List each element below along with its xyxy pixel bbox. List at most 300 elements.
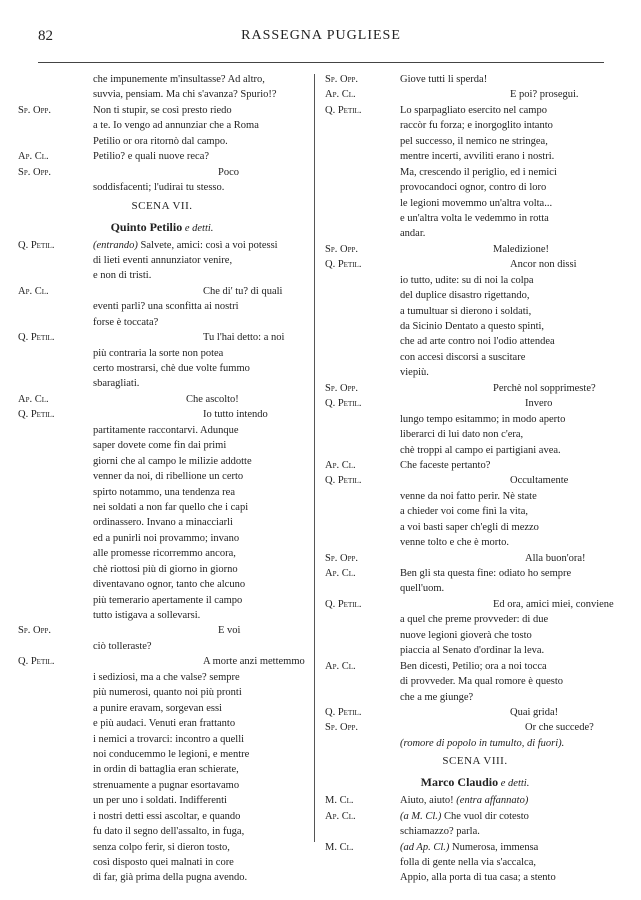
line-text: più temerario apertamente il campo xyxy=(93,594,243,606)
cast-name: Marco Claudio xyxy=(420,775,499,790)
verse-line xyxy=(18,639,306,654)
verse-text xyxy=(400,489,537,504)
line-text: piaccia al Senato d'ordinar la leva. xyxy=(400,645,545,657)
verse-line xyxy=(325,288,625,303)
line-text: pel successo, il nemico ne stringea, xyxy=(400,135,548,147)
verse-text xyxy=(93,546,236,561)
verse-text xyxy=(400,458,490,473)
line-text: Quai grida! xyxy=(510,706,559,718)
line-text: a te. Io vengo ad annunziar che a Roma xyxy=(93,120,259,132)
speaker-label: Q. Petil. xyxy=(18,332,55,344)
line-text: più contraria la sorte non potea xyxy=(93,347,224,359)
verse-text xyxy=(93,855,234,870)
speaker-label: Ap. Cl. xyxy=(18,393,49,405)
verse-text xyxy=(510,705,558,720)
verse-text xyxy=(93,149,209,164)
page-header xyxy=(38,28,604,48)
verse-text xyxy=(400,304,531,319)
line-text: quell'uom. xyxy=(400,583,445,595)
speaker-label: Q. Petil. xyxy=(325,475,362,487)
speaker-label: Q. Petil. xyxy=(325,398,362,410)
verse-text xyxy=(93,454,252,469)
line-text: e più audaci. Venuti eran frattanto xyxy=(93,718,236,730)
line-text: liberarci di lui dato non c'era, xyxy=(400,429,524,441)
verse-line xyxy=(18,469,306,484)
line-text: che impunemente m'insultasse? Ad altro, xyxy=(93,74,265,85)
speaker-label: Sp. Opp. xyxy=(325,74,358,85)
verse-line xyxy=(325,504,625,519)
line-text: nei soldati a non far quello che i capi xyxy=(93,501,249,513)
verse-text xyxy=(400,443,561,458)
verse-text xyxy=(400,350,525,365)
verse-text xyxy=(93,824,244,839)
verse-line xyxy=(18,423,306,438)
line-text: E voi xyxy=(218,625,241,637)
verse-text xyxy=(93,515,233,530)
verse-line xyxy=(325,149,625,164)
line-text: certo mostrarsi, chè due volte fummo xyxy=(93,363,250,374)
verse-text xyxy=(93,762,239,777)
verse-line xyxy=(18,361,306,376)
verse-line xyxy=(325,334,625,349)
verse-line xyxy=(18,253,306,268)
speaker-label: Q. Petil. xyxy=(18,239,55,251)
line-text: senza colpo ferir, si dieron tosto, xyxy=(93,841,230,853)
cast-list xyxy=(325,771,625,793)
speaker-label: Sp. Opp. xyxy=(325,552,358,564)
cast-list xyxy=(18,216,306,238)
verse-line xyxy=(325,809,625,824)
line-text: così disposto quei malnati in core xyxy=(93,857,234,868)
line-text: Che ascolto! xyxy=(186,393,239,405)
verse-line xyxy=(18,500,306,515)
verse-text xyxy=(510,87,579,102)
verse-text xyxy=(400,72,487,87)
verse-line xyxy=(325,855,625,870)
line-text: Invero xyxy=(525,398,553,410)
verse-text xyxy=(400,566,571,581)
line-text: viepiù. xyxy=(400,367,429,379)
line-text: Tu l'hai detto: a noi xyxy=(203,332,285,344)
line-text: di lieti eventi annunziator venire, xyxy=(93,254,233,266)
speaker-label: M. Cl. xyxy=(325,841,354,853)
line-text: che a me giunge? xyxy=(400,691,474,703)
scene-heading: SCENA VIII. xyxy=(442,755,508,768)
line-text: a tumultuar si dierono i soldati, xyxy=(400,305,532,317)
line-text: di provveder. Ma qual romore è questo xyxy=(400,676,563,688)
scene-heading: SCENA VII. xyxy=(131,199,193,212)
verse-text xyxy=(525,551,586,566)
line-text: spirto notammo, una tendenza rea xyxy=(93,486,235,498)
verse-text xyxy=(93,531,239,546)
verse-text xyxy=(400,211,549,226)
verse-line xyxy=(18,577,306,592)
line-text: forse è toccata? xyxy=(93,316,159,328)
verse-line xyxy=(18,149,306,164)
line-text: noi conducemmo le legioni, e mentre xyxy=(93,748,250,760)
line-text: Ma, crescendo il periglio, ed i nemici xyxy=(400,166,557,178)
line-text: suvvia, pensiam. Ma chi s'avanza? Spurio!? xyxy=(93,89,277,101)
verse-text xyxy=(400,824,480,839)
verse-line xyxy=(18,870,306,885)
verse-line xyxy=(18,180,306,195)
speaker-label: Ap. Cl. xyxy=(325,89,356,101)
speaker-label: Ap. Cl. xyxy=(325,810,356,822)
speaker-label: Sp. Opp. xyxy=(325,722,358,734)
verse-line xyxy=(18,840,306,855)
verse-line xyxy=(18,407,306,422)
verse-line xyxy=(18,701,306,716)
verse-text xyxy=(93,778,239,793)
speaker-label: Sp. Opp. xyxy=(18,166,51,178)
verse-text xyxy=(493,242,549,257)
line-text: Or che succede? xyxy=(525,722,594,734)
verse-line xyxy=(18,793,306,808)
verse-text xyxy=(400,809,529,824)
line-text: A morte anzi mettemmo xyxy=(203,656,305,668)
stage-direction: (entrando) xyxy=(93,239,138,251)
verse-line xyxy=(325,365,625,380)
verse-line xyxy=(18,134,306,149)
speaker-label: Q. Petil. xyxy=(18,409,55,421)
verse-text xyxy=(93,593,242,608)
verse-line xyxy=(18,268,306,283)
speaker-label: Q. Petil. xyxy=(18,656,55,668)
verse-line xyxy=(325,304,625,319)
verse-text xyxy=(400,180,546,195)
verse-text xyxy=(493,381,596,396)
line-text: partitamente raccontarvi. Adunque xyxy=(93,424,239,436)
verse-text xyxy=(93,670,240,685)
verse-text xyxy=(203,407,268,422)
verse-text xyxy=(400,103,547,118)
verse-line xyxy=(325,793,625,808)
verse-line xyxy=(325,473,625,488)
cast-note: e detti. xyxy=(184,222,214,234)
verse-text xyxy=(93,72,265,87)
verse-line xyxy=(18,392,306,407)
verse-text xyxy=(400,581,444,596)
verse-line xyxy=(325,165,625,180)
verse-line xyxy=(18,809,306,824)
verse-text xyxy=(525,396,552,411)
speaker-label: Ap. Cl. xyxy=(325,660,356,672)
line-text: i nostri detti essi ascoltar, e quando xyxy=(93,810,241,822)
verse-text xyxy=(400,628,532,643)
line-text: e non di tristi. xyxy=(93,270,152,282)
line-text: Petilio? e quali nuove reca? xyxy=(93,151,210,163)
verse-line xyxy=(325,180,625,195)
verse-line xyxy=(18,670,306,685)
line-text: Ben gli sta questa fine: odiato ho sempre xyxy=(400,568,572,579)
verse-line xyxy=(18,485,306,500)
line-text: che ad arte contro noi l'odio attendea xyxy=(400,336,555,348)
verse-line xyxy=(325,257,625,272)
verse-text xyxy=(203,330,284,345)
line-text: Lo sparpagliato esercito nel campo xyxy=(400,104,547,116)
verse-line xyxy=(18,855,306,870)
line-text: i nemici a trovarci: incontro a quelli xyxy=(93,733,245,745)
line-text: i sediziosi, ma a che valse? sempre xyxy=(93,671,240,683)
verse-line xyxy=(325,520,625,535)
line-text: venne da noi fatto perir. Nè state xyxy=(400,490,537,502)
verse-line xyxy=(325,705,625,720)
verse-text xyxy=(93,346,223,361)
verse-line xyxy=(18,654,306,669)
verse-line xyxy=(325,535,625,550)
line-text: eventi parli? una sconfitta ai nostri xyxy=(93,301,239,313)
verse-text xyxy=(493,597,614,612)
line-text: Che vuol dir cotesto xyxy=(444,810,529,822)
verse-text xyxy=(93,485,235,500)
column-divider xyxy=(314,74,315,842)
line-text: saper dovete come fin dai primi xyxy=(93,440,227,452)
cast-note: e detti. xyxy=(500,778,530,790)
verse-line xyxy=(325,211,625,226)
line-text: sbaragliati. xyxy=(93,378,140,390)
speaker-label: M. Cl. xyxy=(325,795,354,807)
verse-line xyxy=(18,284,306,299)
verse-text xyxy=(93,639,152,654)
verse-line xyxy=(18,165,306,180)
verse-line xyxy=(325,396,625,411)
verse-text xyxy=(525,720,594,735)
verse-text xyxy=(93,423,238,438)
verse-line xyxy=(18,346,306,361)
verse-text xyxy=(93,134,228,149)
verse-text xyxy=(400,643,544,658)
verse-text xyxy=(93,793,227,808)
verse-text xyxy=(218,165,239,180)
line-text: diventavano ognor, tanto che alcuno xyxy=(93,579,246,591)
line-text: da Sicinio Dentato a questo spinti, xyxy=(400,321,545,332)
verse-text xyxy=(400,840,538,855)
line-text: soddisfacenti; l'udirai tu stesso. xyxy=(93,182,225,194)
line-text: con accesi discorsi a suscitare xyxy=(400,351,526,363)
verse-text xyxy=(400,870,556,885)
verse-line xyxy=(325,659,625,674)
verse-text xyxy=(400,855,536,870)
speaker-label: Sp. Opp. xyxy=(325,382,358,394)
line-text: folla di gente nella via s'accalca, xyxy=(400,857,536,868)
verse-line xyxy=(325,612,625,627)
verse-line xyxy=(325,840,625,855)
verse-text xyxy=(93,361,250,376)
verse-line xyxy=(18,118,306,133)
verse-line xyxy=(18,593,306,608)
verse-line xyxy=(18,315,306,330)
line-text: venne tolto e che è morto. xyxy=(400,537,510,549)
verse-line xyxy=(18,438,306,453)
verse-text xyxy=(400,334,555,349)
verse-text xyxy=(93,562,238,577)
verse-line xyxy=(325,643,625,658)
verse-text xyxy=(203,654,305,669)
line-text: Alla buon'ora! xyxy=(525,552,586,564)
verse-text xyxy=(400,118,553,133)
verse-text xyxy=(400,690,473,705)
header-rule xyxy=(38,62,604,63)
verse-line xyxy=(325,196,625,211)
line-text: nuove legioni gioverà che tosto xyxy=(400,629,532,641)
line-text: ciò tolleraste? xyxy=(93,640,152,652)
verse-text xyxy=(93,315,158,330)
verse-text xyxy=(93,577,245,592)
verse-text xyxy=(400,412,565,427)
line-text: Appio, alla porta di tua casa; a stento xyxy=(400,872,556,884)
verse-line xyxy=(18,454,306,469)
verse-line xyxy=(18,824,306,839)
verse-line xyxy=(325,489,625,504)
line-text: (romore di popolo in tumulto, di fuori). xyxy=(400,737,565,749)
verse-line xyxy=(18,732,306,747)
line-text: schiamazzo? parla. xyxy=(400,826,480,838)
verse-text xyxy=(400,659,547,674)
verse-line xyxy=(18,72,306,87)
verse-text xyxy=(93,376,139,391)
line-text: in ordin di battaglia eran schierate, xyxy=(93,764,239,776)
verse-line xyxy=(18,562,306,577)
line-text: Ed ora, amici miei, conviene xyxy=(493,598,614,610)
verse-text xyxy=(400,273,534,288)
line-text: Aiuto, aiuto! xyxy=(400,795,454,807)
verse-text xyxy=(203,284,282,299)
verse-text xyxy=(400,520,539,535)
line-text: a chieder voi come finì la vita, xyxy=(400,506,528,518)
verse-text xyxy=(93,608,200,623)
verse-line xyxy=(325,566,625,581)
line-text: più numerosi, quanto noi più pronti xyxy=(93,687,242,699)
verse-line xyxy=(325,581,625,596)
verse-line xyxy=(325,226,625,241)
verse-line xyxy=(325,720,625,735)
verse-line xyxy=(325,551,625,566)
verse-text xyxy=(186,392,239,407)
verse-text xyxy=(400,793,528,808)
stage-direction: (ad Ap. Cl.) xyxy=(400,841,450,853)
verse-text xyxy=(400,535,509,550)
line-text: E poi? prosegui. xyxy=(510,89,579,101)
verse-line xyxy=(325,736,625,751)
verse-line xyxy=(18,531,306,546)
line-text: tutto istigava a sollevarsi. xyxy=(93,610,201,621)
verse-text xyxy=(400,674,563,689)
verse-text xyxy=(218,623,240,638)
verse-text xyxy=(93,747,249,762)
verse-text xyxy=(510,473,568,488)
verse-line xyxy=(325,103,625,118)
verse-text xyxy=(93,469,243,484)
line-text: Poco xyxy=(218,166,239,178)
verse-line xyxy=(18,299,306,314)
line-text: a voi basti saper ch'egli di mezzo xyxy=(400,521,539,533)
verse-line xyxy=(325,350,625,365)
verse-line xyxy=(18,376,306,391)
line-text: raccòr fu forza; e inorgoglito intanto xyxy=(400,120,553,132)
verse-text xyxy=(93,299,239,314)
cast-name: Quinto Petilio xyxy=(110,219,183,234)
verse-line xyxy=(18,747,306,762)
speaker-label: Sp. Opp. xyxy=(18,104,51,116)
verse-text xyxy=(93,840,230,855)
speaker-label: Ap. Cl. xyxy=(18,285,49,297)
verse-line xyxy=(325,443,625,458)
verse-line xyxy=(325,824,625,839)
line-text: Che faceste pertanto? xyxy=(400,459,491,471)
line-text: ordinassero. Invano a minacciarli xyxy=(93,517,233,529)
speaker-label: Q. Petil. xyxy=(325,706,362,718)
verse-text xyxy=(510,257,577,272)
verse-line xyxy=(325,319,625,334)
verse-line xyxy=(18,762,306,777)
line-text: ed a punirli noi provammo; invano xyxy=(93,532,240,544)
line-text: Occultamente xyxy=(510,475,569,487)
verse-line xyxy=(325,870,625,885)
verse-line xyxy=(18,330,306,345)
verse-line xyxy=(325,242,625,257)
line-text: Petilio or ora ritornò dal campo. xyxy=(93,135,228,147)
verse-line xyxy=(18,778,306,793)
verse-text xyxy=(93,253,232,268)
line-text: del duplice disastro rigettando, xyxy=(400,290,530,302)
line-text: e un'altra volta le vedemmo in rotta xyxy=(400,212,549,224)
verse-text xyxy=(93,701,222,716)
verse-text xyxy=(93,118,259,133)
verse-text xyxy=(400,427,523,442)
verse-line xyxy=(325,381,625,396)
verse-text xyxy=(93,438,226,453)
verse-line xyxy=(18,623,306,638)
stage-direction: (entra affannato) xyxy=(456,795,529,807)
verse-text xyxy=(93,685,242,700)
verse-text xyxy=(93,238,278,253)
line-text: Giove tutti li sperda! xyxy=(400,74,488,85)
verse-text xyxy=(93,500,248,515)
right-column xyxy=(325,72,625,886)
line-text: un per uno i soldati. Indifferenti xyxy=(93,795,227,807)
line-text: provocandoci ognor, contro di loro xyxy=(400,182,547,194)
verse-text xyxy=(400,736,564,751)
line-text: Ancor non dissi xyxy=(510,259,577,271)
speaker-label: Sp. Opp. xyxy=(325,243,358,255)
speaker-label: Ap. Cl. xyxy=(18,151,49,163)
verse-line xyxy=(18,238,306,253)
verse-text xyxy=(93,103,232,118)
line-text: Perchè nol sopprimeste? xyxy=(493,382,596,394)
verse-text xyxy=(400,165,557,180)
verse-text xyxy=(93,268,151,283)
line-text: venner da noi, di ribellione un certo xyxy=(93,471,244,483)
line-text: io tutto, udite: su di noi la colpa xyxy=(400,274,534,286)
line-text: fu dato il segno dell'assalto, in fuga, xyxy=(93,826,245,838)
line-text: di far, già prima della pugna avendo. xyxy=(93,872,248,884)
line-text: Io tutto intendo xyxy=(203,409,268,421)
verse-text xyxy=(400,134,548,149)
verse-text xyxy=(93,732,244,747)
speaker-label: Q. Petil. xyxy=(325,598,362,610)
verse-text xyxy=(400,365,429,380)
verse-text xyxy=(400,226,425,241)
line-text: a punire eravam, sorgevan essi xyxy=(93,702,222,714)
verse-line xyxy=(325,427,625,442)
line-text: Che di' tu? di quali xyxy=(203,285,283,297)
stage-direction: (a M. Cl.) xyxy=(400,810,442,822)
line-text: Salvete, amici: così a voi potessi xyxy=(140,239,278,251)
line-text: giorni che al campo le milizie addotte xyxy=(93,455,252,467)
verse-text xyxy=(400,319,544,334)
verse-line xyxy=(325,674,625,689)
verse-text xyxy=(93,809,240,824)
